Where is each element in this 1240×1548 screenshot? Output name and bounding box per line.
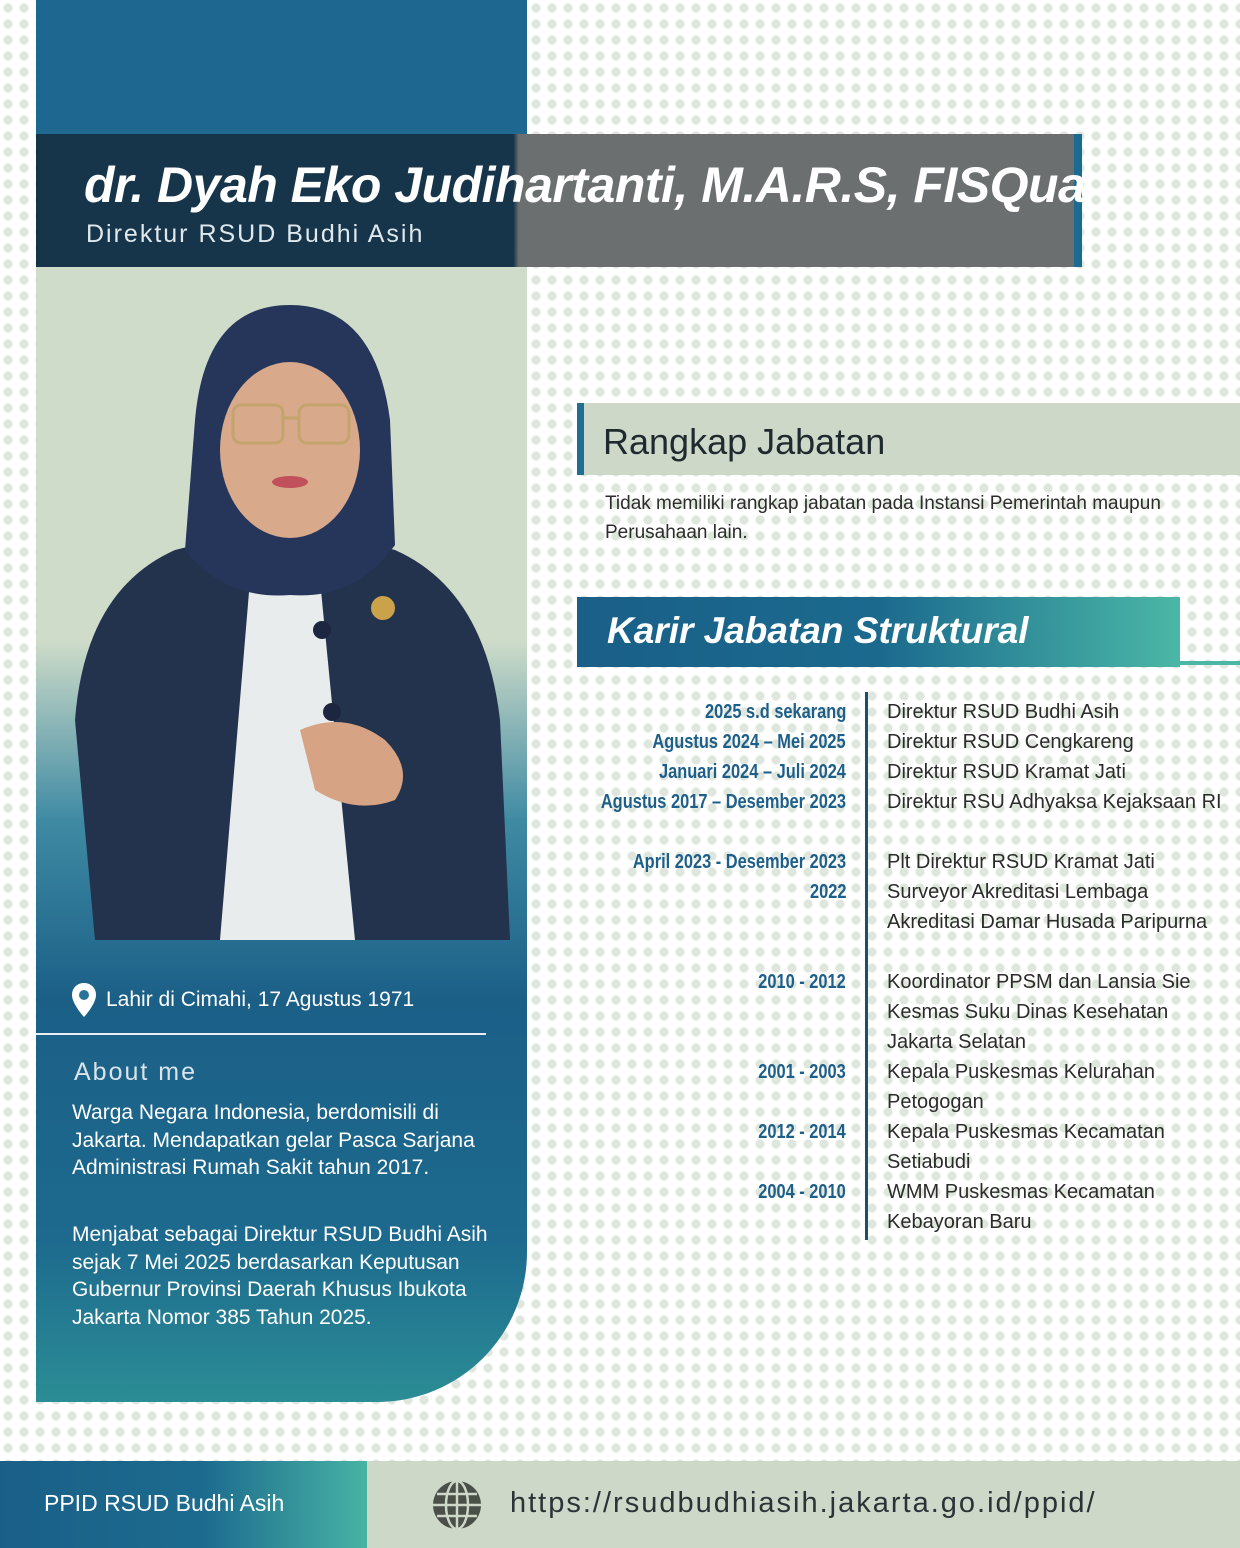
divider: [36, 1033, 486, 1035]
footer-url[interactable]: https://rsudbudhiasih.jakarta.go.id/ppid/: [510, 1487, 1097, 1519]
about-title: About me: [74, 1058, 198, 1086]
about-paragraph-1: Warga Negara Indonesia, berdomisili di Jakarta. Mendapatkan gelar Pasca Sarjana Administrasi Rumah Sakit tahun 2017.: [72, 1101, 475, 1179]
rangkap-header: [577, 403, 1240, 475]
location-pin-icon: [72, 983, 96, 1017]
timeline-date: April 2023 - Desember 2023: [632, 851, 846, 873]
timeline-title: Surveyor Akreditasi Lembaga Akreditasi Damar Husada Paripurna: [887, 881, 1208, 933]
timeline-date: 2004 - 2010: [758, 1181, 846, 1203]
person-role: Direktur RSUD Budhi Asih: [86, 220, 425, 248]
timeline-date: 2025 s.d sekarang: [704, 701, 846, 723]
timeline-date: Agustus 2017 – Desember 2023: [600, 791, 846, 813]
timeline-title: Direktur RSUD Kramat Jati: [887, 761, 1126, 783]
footer-link-bar: [367, 1461, 1240, 1548]
timeline-date: Agustus 2024 – Mei 2025: [652, 731, 846, 753]
timeline-date: 2001 - 2003: [758, 1061, 846, 1083]
timeline-title: WMM Puskesmas Kecamatan Kebayoran Baru: [887, 1181, 1155, 1233]
timeline-date: 2022: [809, 881, 846, 903]
karir-header: [577, 597, 1180, 667]
timeline-title: Kepala Puskesmas Kelurahan Petogogan: [887, 1061, 1155, 1113]
karir-title: Karir Jabatan Struktural: [607, 610, 1029, 651]
timeline-title: Direktur RSU Adhyaksa Kejaksaan RI: [887, 791, 1222, 813]
rangkap-text: Tidak memiliki rangkap jabatan pada Instansi Pemerintah maupun Perusahaan lain.: [605, 493, 1161, 543]
birth-info: [72, 980, 492, 1020]
karir-accent-line: [1178, 661, 1240, 665]
timeline-bar: [865, 692, 868, 1240]
footer-org-text: PPID RSUD Budhi Asih: [44, 1490, 285, 1516]
globe-icon: [431, 1479, 483, 1531]
person-name: dr. Dyah Eko Judihartanti, M.A.R.S, FISQua: [84, 157, 1086, 213]
footer-org: [0, 1461, 367, 1548]
timeline-title: Koordinator PPSM dan Lansia Sie Kesmas Suku Dinas Kesehatan Jakarta Selatan: [887, 971, 1191, 1053]
timeline-title: Kepala Puskesmas Kecamatan Setiabudi: [887, 1121, 1165, 1173]
timeline-date: Januari 2024 – Juli 2024: [659, 761, 846, 783]
birth-text: Lahir di Cimahi, 17 Agustus 1971: [106, 988, 415, 1011]
timeline-title: Direktur RSUD Cengkareng: [887, 731, 1134, 753]
about-paragraph-2: Menjabat sebagai Direktur RSUD Budhi Asih sejak 7 Mei 2025 berdasarkan Keputusan Gubernur Provinsi Daerah Khusus Ibukota Jakarta Nomor 385 Tahun 2025.: [72, 1223, 488, 1329]
portrait-photo: [55, 300, 515, 940]
timeline-date: 2010 - 2012: [758, 971, 846, 993]
rangkap-title: Rangkap Jabatan: [603, 421, 886, 462]
timeline-date: 2012 - 2014: [758, 1121, 846, 1143]
timeline-title: Direktur RSUD Budhi Asih: [887, 701, 1120, 723]
timeline-title: Plt Direktur RSUD Kramat Jati: [887, 851, 1155, 873]
name-banner: [36, 134, 1086, 267]
